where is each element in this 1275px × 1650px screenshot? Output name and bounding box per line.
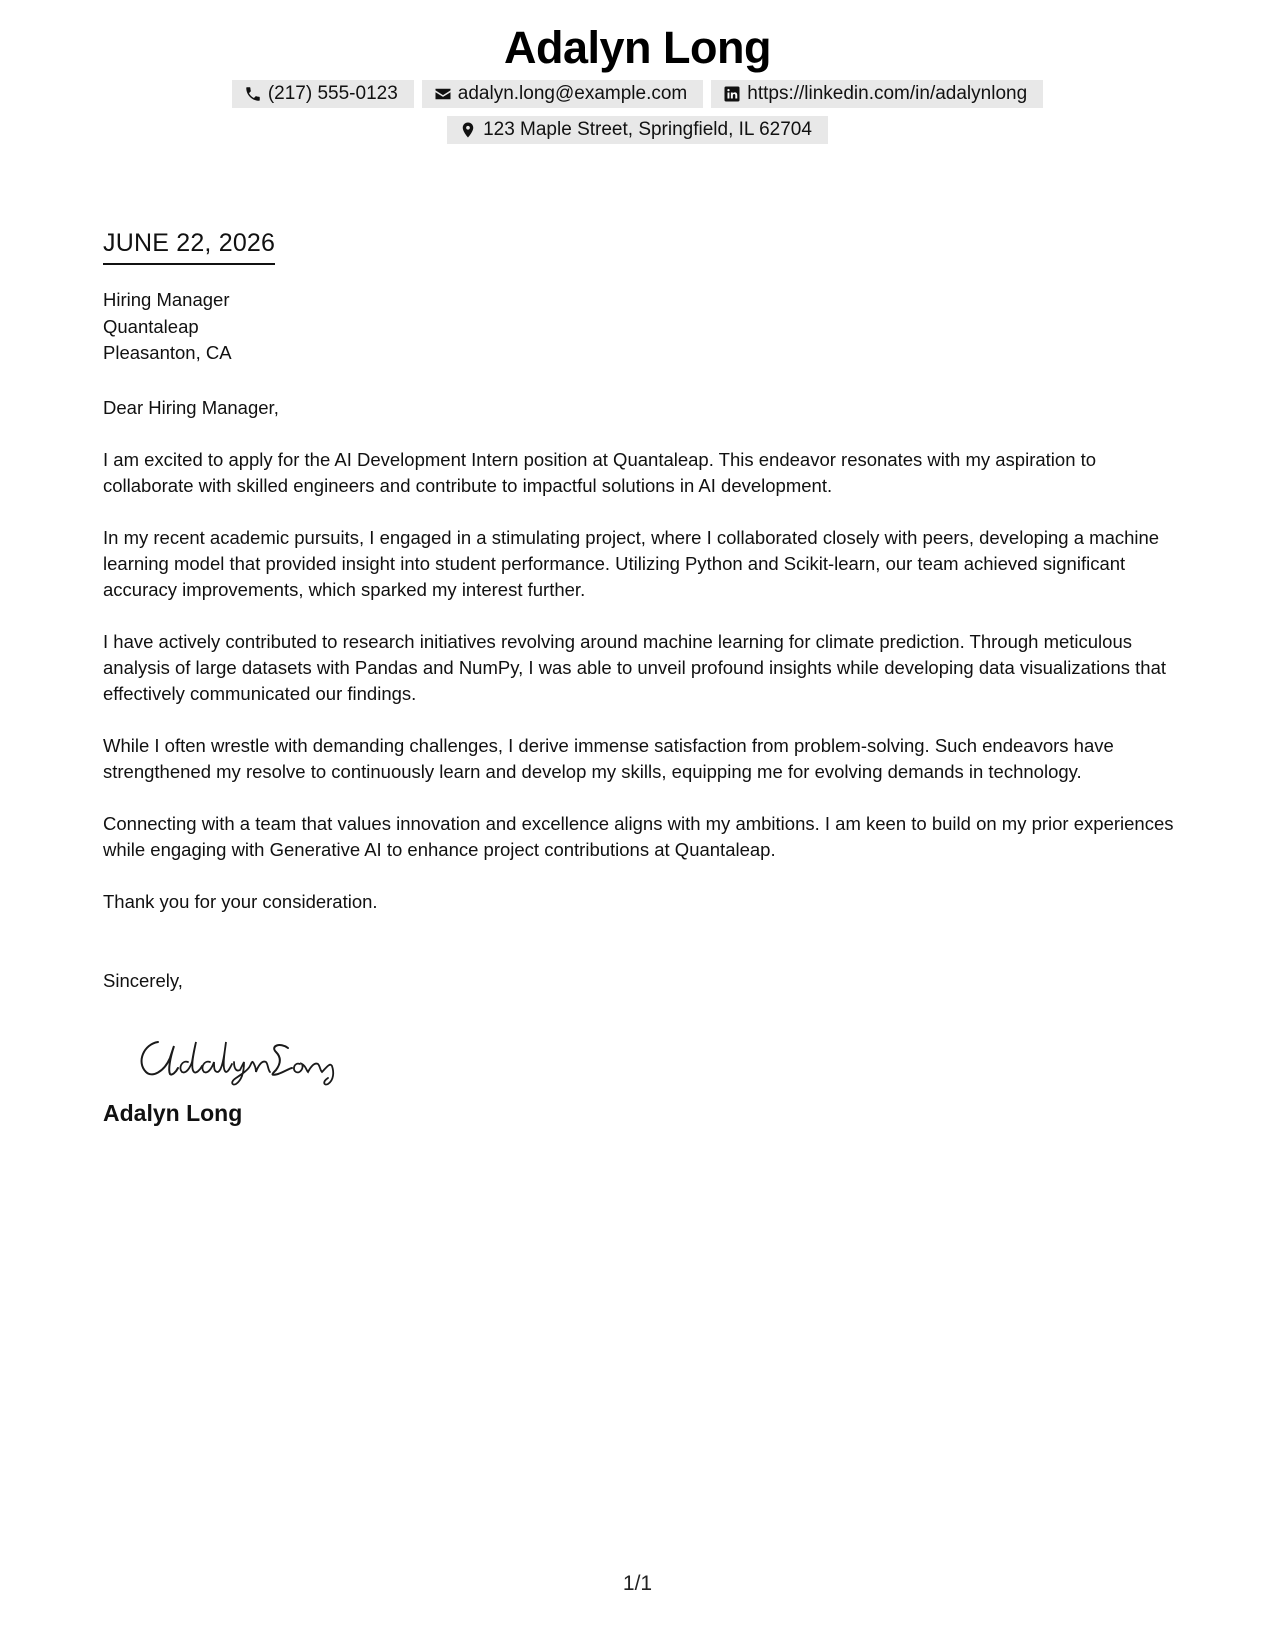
phone-icon [244,85,262,103]
paragraph: I am excited to apply for the AI Development Intern position at Quantaleap. This endeavor resonates with my aspiration to collaborate with skilled engineers and contribute to impactful solutions in AI development. [103,448,1097,496]
recipient-title: Hiring Manager [103,289,230,310]
letter-date: JUNE 22, 2026 [103,226,275,265]
contact-row-primary [0,80,1275,108]
paragraph: In my recent academic pursuits, I engaged in a stimulating project, where I collaborated closely with peers, developing a machine learning model that provided insight into student performance. Utilizing Python and Scikit-learn, our team achieved significant accuracy improvements, which sparked my interest further. [103,526,1160,600]
contact-address [447,116,828,144]
paragraph: I have actively contributed to research initiatives revolving around machine learning for climate prediction. Through meticulous analysis of large datasets with Pandas and NumPy, I was able to unveil profound insights while developing data visualizations that effectively communicated our findings. [103,630,1167,704]
contact-linkedin[interactable] [711,80,1043,108]
salutation: Dear Hiring Manager, [103,396,279,418]
contact-email[interactable] [422,80,703,108]
contact-phone-text: (217) 555-0123 [267,83,398,104]
envelope-icon [434,85,452,103]
applicant-name: Adalyn Long [504,22,771,73]
recipient-company: Quantaleap [103,315,199,337]
letter-body [103,226,1183,1128]
contact-row-secondary [0,116,1275,144]
linkedin-icon [723,85,741,103]
paragraph: Connecting with a team that values innovation and excellence aligns with my ambitions. I am keen to build on my prior experiences while engaging with Generative AI to enhance project contributions at Quantaleap. [103,812,1174,860]
contact-linkedin-text: https://linkedin.com/in/adalynlong [747,83,1028,104]
contact-email-text: adalyn.long@example.com [457,83,688,104]
contact-address-text: 123 Maple Street, Springfield, IL 62704 [483,119,812,140]
recipient-location: Pleasanton, CA [103,342,232,363]
thanks-line: Thank you for your consideration. [103,890,378,912]
map-marker-icon [459,121,477,139]
signer-name: Adalyn Long [103,1099,243,1126]
contact-phone[interactable] [232,80,414,108]
handwritten-signature [130,1028,340,1088]
recipient-block [103,287,1183,367]
sign-off: Sincerely, [103,969,183,991]
page-number: 1/1 [622,1572,653,1595]
paragraph: While I often wrestle with demanding challenges, I derive immense satisfaction from problem-solving. Such endeavors have strengthened my resolve to continuously learn and develop my skills, equipping me for evolving demands in technology. [103,734,1114,782]
